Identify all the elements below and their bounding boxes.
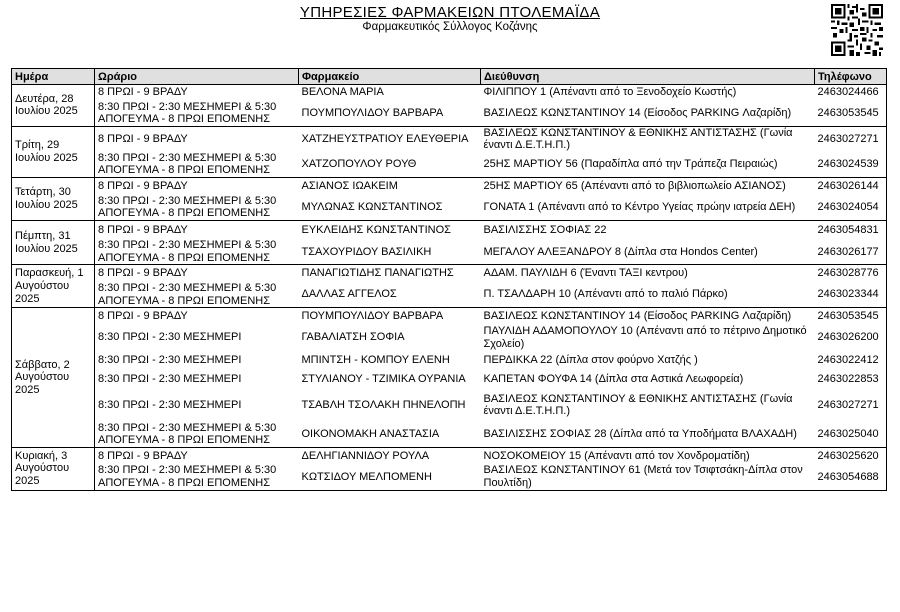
qr-code-icon bbox=[831, 4, 883, 56]
phone-cell: 2463026200 bbox=[815, 325, 887, 351]
address-cell: ΒΑΣΙΛΕΩΣ ΚΩΝΣΤΑΝΤΙΝΟΥ 14 (Είσοδος PARKING Λαζαρίδη) bbox=[481, 308, 815, 325]
hours-cell: 8 ΠΡΩΙ - 9 ΒΡΑΔΥ bbox=[95, 85, 299, 101]
day-cell: Σάββατο, 2 Αυγούστου 2025 bbox=[12, 308, 95, 448]
phone-cell: 2463024054 bbox=[815, 195, 887, 221]
table-row bbox=[12, 370, 887, 389]
hours-cell: 8:30 ΠΡΩΙ - 2:30 ΜΕΣΗΜΕΡΙ bbox=[98, 398, 242, 411]
hours-cell: 8:30 ΠΡΩΙ - 2:30 ΜΕΣΗΜΕΡΙ & 5:30 ΑΠΟΓΕΥΜΑ - 8 ΠΡΩΙ ΕΠΟΜΕΝΗΣ bbox=[95, 101, 299, 127]
day-cell: Τρίτη, 29 Ιουλίου 2025 bbox=[12, 126, 95, 177]
pharmacy-cell: ΣΤΥΛΙΑΝΟΥ - ΤΖΙΜΙΚΑ ΟΥΡΑΝΙΑ bbox=[301, 372, 466, 385]
table-row bbox=[12, 85, 887, 101]
day-cell: Δευτέρα, 28 Ιουλίου 2025 bbox=[12, 85, 95, 127]
hours-cell: 8:30 ΠΡΩΙ - 2:30 ΜΕΣΗΜΕΡΙ & 5:30 ΑΠΟΓΕΥΜΑ - 8 ΠΡΩΙ ΕΠΟΜΕΝΗΣ bbox=[95, 195, 299, 221]
table-row bbox=[12, 126, 887, 152]
address-cell: ΒΑΣΙΛΕΩΣ ΚΩΝΣΤΑΝΤΙΝΟΥ 14 (Είσοδος PARKING Λαζαρίδη) bbox=[481, 101, 815, 127]
address-cell: ΓΟΝΑΤΑ 1 (Απέναντι από το Κέντρο Υγείας πρώην ιατρεία ΔΕΗ) bbox=[481, 195, 815, 221]
address-cell: Π. ΤΣΑΛΔΑΡΗ 10 (Απέναντι από το παλιό Πάρκο) bbox=[481, 282, 815, 308]
pharmacy-cell: ΠΑΝΑΓΙΩΤΙΔΗΣ ΠΑΝΑΓΙΩΤΗΣ bbox=[299, 265, 481, 282]
pharmacy-cell: ΚΩΤΣΙΔΟΥ ΜΕΛΠΟΜΕΝΗ bbox=[299, 464, 481, 490]
pharmacy-cell: ΠΟΥΜΠΟΥΛΙΔΟΥ ΒΑΡΒΑΡΑ bbox=[299, 101, 481, 127]
column-header-pharmacy: Φαρμακείο bbox=[299, 69, 481, 85]
hours-cell: 8:30 ΠΡΩΙ - 2:30 ΜΕΣΗΜΕΡΙ bbox=[98, 353, 242, 366]
day-cell: Πέμπτη, 31 Ιουλίου 2025 bbox=[12, 220, 95, 265]
pharmacy-cell: ΧΑΤΖΗΕΥΣΤΡΑΤΙΟΥ ΕΛΕΥΘΕΡΙΑ bbox=[299, 126, 481, 152]
page-title: ΥΠΗΡΕΣΙΕΣ ΦΑΡΜΑΚΕΙΩΝ ΠΤΟΛΕΜΑΪΔΑ bbox=[299, 4, 601, 21]
phone-cell: 2463022853 bbox=[815, 370, 887, 389]
phone-cell: 2463023344 bbox=[815, 282, 887, 308]
hours-cell: 8 ΠΡΩΙ - 9 ΒΡΑΔΥ bbox=[95, 447, 299, 464]
address-cell: 25ΗΣ ΜΑΡΤΙΟΥ 65 (Απέναντι από το βιβλιοπωλείο ΑΣΙΑΝΟΣ) bbox=[481, 178, 815, 195]
hours-cell: 8 ΠΡΩΙ - 9 ΒΡΑΔΥ bbox=[95, 265, 299, 282]
address-cell: ΦΙΛΙΠΠΟΥ 1 (Απέναντι από το Ξενοδοχείο Κωστής) bbox=[481, 85, 815, 101]
table-row bbox=[12, 239, 887, 265]
hours-cell: 8:30 ΠΡΩΙ - 2:30 ΜΕΣΗΜΕΡΙ bbox=[98, 331, 242, 344]
pharmacy-cell: ΧΑΤΖΟΠΟΥΛΟΥ ΡΟΥΘ bbox=[299, 152, 481, 178]
table-row bbox=[12, 325, 887, 351]
column-header-phone: Τηλέφωνο bbox=[815, 69, 887, 85]
hours-cell: 8:30 ΠΡΩΙ - 2:30 ΜΕΣΗΜΕΡΙ & 5:30 ΑΠΟΓΕΥΜΑ - 8 ΠΡΩΙ ΕΠΟΜΕΝΗΣ bbox=[95, 239, 299, 265]
table-header-row bbox=[12, 69, 887, 85]
phone-cell: 2463026177 bbox=[815, 239, 887, 265]
page-subtitle: Φαρμακευτικός Σύλλογος Κοζάνης bbox=[362, 21, 538, 33]
address-cell: ΚΑΠΕΤΑΝ ΦΟΥΦΑ 14 (Δίπλα στα Αστικά Λεωφορεία) bbox=[483, 372, 744, 385]
pharmacy-schedule-table bbox=[11, 68, 887, 491]
phone-cell: 2463027271 bbox=[815, 389, 887, 422]
address-cell: ΜΕΓΑΛΟΥ ΑΛΕΞΑΝΔΡΟΥ 8 (Δίπλα στα Hondos Center) bbox=[481, 239, 815, 265]
pharmacy-cell: ΤΣΑΒΛΗ ΤΣΟΛΑΚΗ ΠΗΝΕΛΟΠΗ bbox=[301, 398, 466, 411]
hours-cell: 8:30 ΠΡΩΙ - 2:30 ΜΕΣΗΜΕΡΙ & 5:30 ΑΠΟΓΕΥΜΑ - 8 ΠΡΩΙ ΕΠΟΜΕΝΗΣ bbox=[95, 282, 299, 308]
table-row bbox=[12, 422, 887, 448]
phone-cell: 2463053545 bbox=[815, 101, 887, 127]
table-row bbox=[12, 389, 887, 422]
table-row bbox=[12, 220, 887, 239]
address-cell: ΒΑΣΙΛΙΣΣΗΣ ΣΟΦΙΑΣ 28 (Δίπλα από τα Υποδήματα ΒΛΑΧΑΔΗ) bbox=[481, 422, 815, 448]
phone-cell: 2463054831 bbox=[815, 220, 887, 239]
table-row bbox=[12, 351, 887, 370]
table-row bbox=[12, 265, 887, 282]
hours-cell: 8:30 ΠΡΩΙ - 2:30 ΜΕΣΗΜΕΡΙ & 5:30 ΑΠΟΓΕΥΜΑ - 8 ΠΡΩΙ ΕΠΟΜΕΝΗΣ bbox=[95, 422, 299, 448]
hours-cell: 8:30 ΠΡΩΙ - 2:30 ΜΕΣΗΜΕΡΙ bbox=[98, 372, 242, 385]
hours-cell: 8:30 ΠΡΩΙ - 2:30 ΜΕΣΗΜΕΡΙ & 5:30 ΑΠΟΓΕΥΜΑ - 8 ΠΡΩΙ ΕΠΟΜΕΝΗΣ bbox=[95, 464, 299, 490]
table-row bbox=[12, 101, 887, 127]
column-header-day: Ημέρα bbox=[12, 69, 95, 85]
table-row bbox=[12, 282, 887, 308]
pharmacy-cell: ΒΕΛΟΝΑ ΜΑΡΙΑ bbox=[299, 85, 481, 101]
day-cell: Παρασκευή, 1 Αυγούστου 2025 bbox=[12, 265, 95, 308]
hours-cell: 8 ΠΡΩΙ - 9 ΒΡΑΔΥ bbox=[95, 308, 299, 325]
column-header-address: Διεύθυνση bbox=[481, 69, 815, 85]
table-row bbox=[12, 152, 887, 178]
pharmacy-cell: ΤΣΑΧΟΥΡΙΔΟΥ ΒΑΣΙΛΙΚΗ bbox=[299, 239, 481, 265]
phone-cell: 2463027271 bbox=[815, 126, 887, 152]
pharmacy-cell: ΔΑΛΛΑΣ ΑΓΓΕΛΟΣ bbox=[299, 282, 481, 308]
pharmacy-cell: ΓΑΒΑΛΙΑΤΣΗ ΣΟΦΙΑ bbox=[301, 331, 405, 344]
pharmacy-cell: ΜΥΛΩΝΑΣ ΚΩΝΣΤΑΝΤΙΝΟΣ bbox=[299, 195, 481, 221]
address-cell: ΒΑΣΙΛΕΩΣ ΚΩΝΣΤΑΝΤΙΝΟΥ & ΕΘΝΙΚΗΣ ΑΝΤΙΣΤΑΣΗΣ (Γωνία έναντι Δ.Ε.Τ.Η.Π.) bbox=[481, 126, 815, 152]
address-cell: ΝΟΣΟΚΟΜΕΙΟΥ 15 (Απέναντι από τον Χονδροματίδη) bbox=[481, 447, 815, 464]
pharmacy-cell: ΑΣΙΑΝΟΣ ΙΩΑΚΕΙΜ bbox=[299, 178, 481, 195]
table-row bbox=[12, 195, 887, 221]
address-cell: ΒΑΣΙΛΕΩΣ ΚΩΝΣΤΑΝΤΙΝΟΥ 61 (Μετά τον Τσιφτσάκη-Δίπλα στον Πουλτίδη) bbox=[481, 464, 815, 490]
table-row bbox=[12, 178, 887, 195]
phone-cell: 2463024466 bbox=[815, 85, 887, 101]
day-cell: Κυριακή, 3 Αυγούστου 2025 bbox=[12, 447, 95, 490]
table-row bbox=[12, 447, 887, 464]
hours-cell: 8 ΠΡΩΙ - 9 ΒΡΑΔΥ bbox=[95, 178, 299, 195]
pharmacy-cell: ΟΙΚΟΝΟΜΑΚΗ ΑΝΑΣΤΑΣΙΑ bbox=[299, 422, 481, 448]
table-row bbox=[12, 464, 887, 490]
phone-cell: 2463025040 bbox=[815, 422, 887, 448]
pharmacy-cell: ΜΠΙΝΤΣΗ - ΚΟΜΠΟΥ ΕΛΕΝΗ bbox=[301, 353, 450, 366]
address-cell: ΠΕΡΔΙΚΚΑ 22 (Δίπλα στον φούρνο Χατζής ) bbox=[483, 353, 698, 366]
pharmacy-cell: ΕΥΚΛΕΙΔΗΣ ΚΩΝΣΤΑΝΤΙΝΟΣ bbox=[299, 220, 481, 239]
phone-cell: 2463022412 bbox=[815, 351, 887, 370]
hours-cell: 8 ΠΡΩΙ - 9 ΒΡΑΔΥ bbox=[95, 126, 299, 152]
pharmacy-cell: ΠΟΥΜΠΟΥΛΙΔΟΥ ΒΑΡΒΑΡΑ bbox=[299, 308, 481, 325]
day-cell: Τετάρτη, 30 Ιουλίου 2025 bbox=[12, 178, 95, 221]
address-cell: ΒΑΣΙΛΕΩΣ ΚΩΝΣΤΑΝΤΙΝΟΥ & ΕΘΝΙΚΗΣ ΑΝΤΙΣΤΑΣΗΣ (Γωνία έναντι Δ.Ε.Τ.Η.Π.) bbox=[483, 392, 793, 418]
phone-cell: 2463053545 bbox=[815, 308, 887, 325]
column-header-hours: Ωράριο bbox=[95, 69, 299, 85]
phone-cell: 2463024539 bbox=[815, 152, 887, 178]
address-cell: 25ΗΣ ΜΑΡΤΙΟΥ 56 (Παραδίπλα από την Τράπεζα Πειραιώς) bbox=[481, 152, 815, 178]
phone-cell: 2463025620 bbox=[815, 447, 887, 464]
address-cell: ΑΔΑΜ. ΠΑΥΛΙΔΗ 6 (Έναντι ΤΑΞΙ κεντρου) bbox=[481, 265, 815, 282]
pharmacy-cell: ΔΕΛΗΓΙΑΝΝΙΔΟΥ ΡΟΥΛΑ bbox=[299, 447, 481, 464]
phone-cell: 2463028776 bbox=[815, 265, 887, 282]
phone-cell: 2463026144 bbox=[815, 178, 887, 195]
address-cell: ΒΑΣΙΛΙΣΣΗΣ ΣΟΦΙΑΣ 22 bbox=[481, 220, 815, 239]
address-cell: ΠΑΥΛΙΔΗ ΑΔΑΜΟΠΟΥΛΟΥ 10 (Απέναντι από το πέτρινο Δημοτικό Σχολείο) bbox=[483, 325, 807, 350]
hours-cell: 8:30 ΠΡΩΙ - 2:30 ΜΕΣΗΜΕΡΙ & 5:30 ΑΠΟΓΕΥΜΑ - 8 ΠΡΩΙ ΕΠΟΜΕΝΗΣ bbox=[95, 152, 299, 178]
table-row bbox=[12, 308, 887, 325]
phone-cell: 2463054688 bbox=[815, 464, 887, 490]
hours-cell: 8 ΠΡΩΙ - 9 ΒΡΑΔΥ bbox=[95, 220, 299, 239]
